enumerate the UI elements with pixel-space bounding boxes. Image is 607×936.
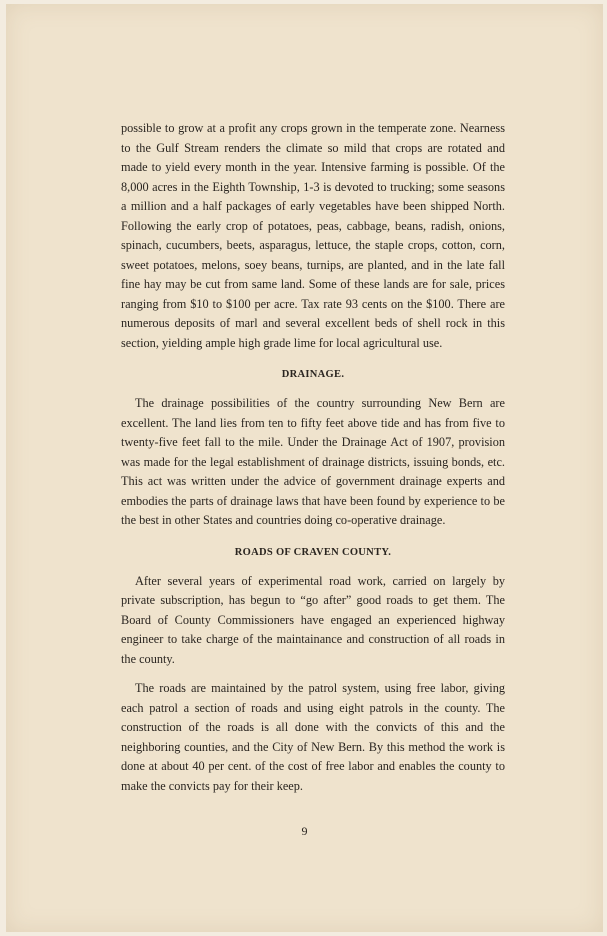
drainage-heading: DRAINAGE. (281, 369, 345, 380)
roads-heading: ROADS OF CRAVEN COUNTY. (234, 546, 392, 558)
intro-paragraph: possible to grow at a profit any crops grown in the temperate zone. Nearness to the Gulf Stream renders the climate so mild that crops are rotated and made to yield every month in the year. Intensive farming is possible. Of the 8,000 acres in the Eighth Township, 1-3 is devoted to trucking; some seasons a million and a half packages of early vegetables have been shipped North. Following the early crop of potatoes, peas, cabbage, beans, radish, onions, spinach, cucumbers, beets, asparagus, lettuce, the staple crops, cotton, corn, sweet potatoes, melons, soey beans, turnips, are planted, and in the late fall fine hay may be cut from same land. Some of these lands are for sale, prices ranging from $10 to $100 per acre. Tax rate 93 cents on the $100. There are numerous deposits of marl and several excellent beds of shell rock in this section, yielding ample high grade lime for local agricultural use. (121, 121, 505, 350)
page-number: 9 (301, 824, 308, 838)
document-page (6, 4, 603, 932)
text-column (121, 119, 505, 796)
roads-paragraph-1: After several years of experimental road work, carried on largely by private subscription, has begun to “go after” good roads to get them. The Board of County Commissioners have engaged an experienced highway engineer to take charge of the maintainance and construction of all roads in the county. (121, 573, 505, 666)
drainage-paragraph: The drainage possibilities of the country surrounding New Bern are excellent. The land lies from ten to fifty feet above tide and has from five to twenty-five feet fall to the mile. Under the Drainage Act of 1907, provision was made for the legal establishment of drainage districts, issuing bonds, etc. This act was written under the advice of government drainage experts and embodies the parts of drainage laws that have been found by experience to be the best in other States and countries doing co-operative drainage. (121, 396, 505, 527)
paragraph-gap (121, 669, 505, 679)
roads-paragraph-2: The roads are maintained by the patrol system, using free labor, giving each patrol a section of roads and using eight patrols in the county. The construction of the roads is all done with the convicts of this and the neighboring counties, and the City of New Bern. By this method the work is done at about 40 per cent. of the cost of free labor and enables the county to make the convicts pay for their keep. (121, 681, 505, 793)
